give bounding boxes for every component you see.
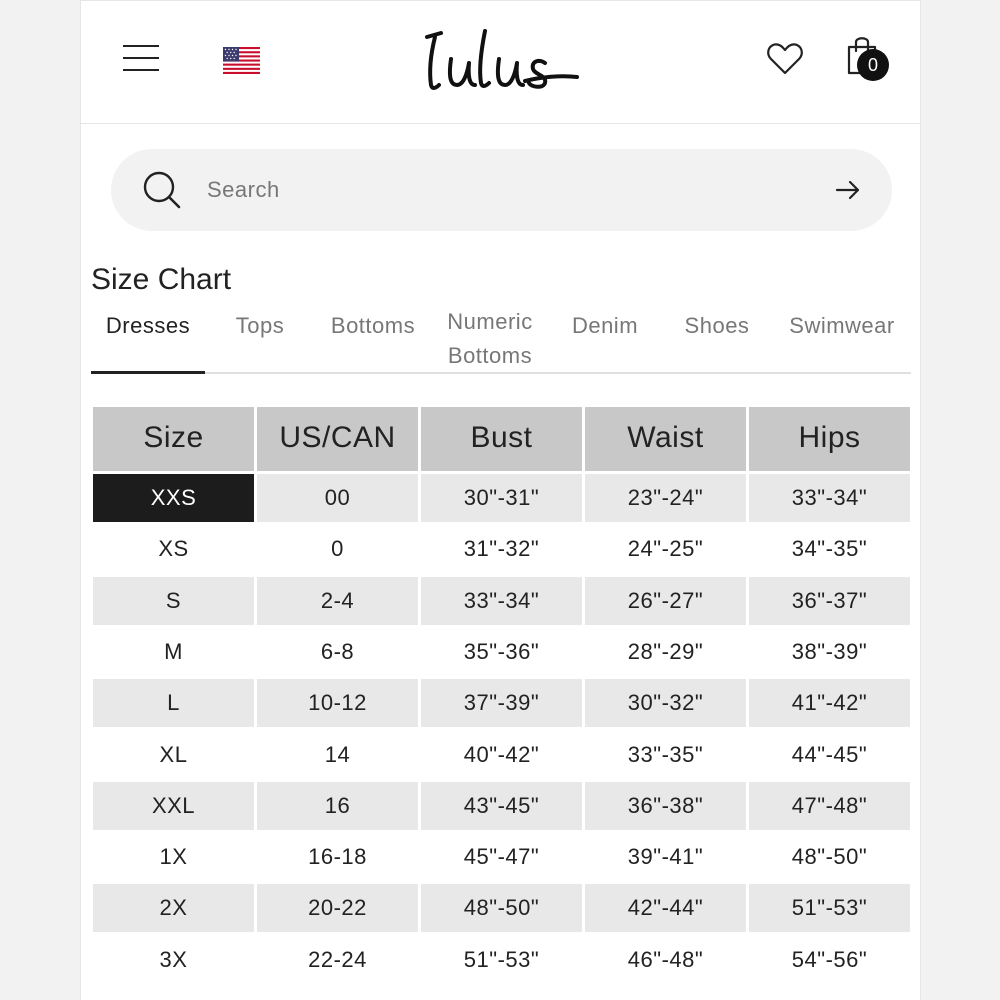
table-cell: 36"-37"	[749, 577, 910, 625]
tab-dresses[interactable]: Dresses	[105, 313, 191, 338]
table-cell: 34"-35"	[791, 536, 868, 562]
table-cell: 31"-32"	[463, 536, 540, 562]
table-cell: 46"-48"	[627, 946, 704, 972]
arrow-right-icon[interactable]	[833, 175, 863, 205]
page	[80, 0, 921, 1000]
column-header: Size	[93, 407, 254, 471]
table-row	[93, 525, 910, 573]
site-header	[81, 1, 920, 124]
table-cell: 6-8	[320, 638, 355, 664]
table-cell: 37"-39"	[421, 679, 582, 727]
table-cell: 47"-48"	[749, 782, 910, 830]
table-cell: 20-22	[257, 884, 418, 932]
table-cell: 0	[331, 536, 344, 562]
tab-numeric-bottoms[interactable]: Numeric Bottoms	[447, 309, 533, 368]
size-chart-tabs	[91, 301, 911, 375]
table-cell: 16	[257, 782, 418, 830]
table-cell: 16-18	[308, 844, 367, 870]
table-cell: 41"-42"	[749, 679, 910, 727]
size-label-cell: 1X	[159, 844, 188, 870]
table-cell: 43"-45"	[421, 782, 582, 830]
table-cell: 23"-24"	[585, 474, 746, 522]
size-label-cell: XXS	[93, 474, 254, 522]
table-cell: 22-24	[308, 946, 367, 972]
table-cell: 30"-31"	[421, 474, 582, 522]
size-label-cell: XS	[158, 536, 189, 562]
table-cell: 54"-56"	[791, 946, 868, 972]
table-row	[93, 884, 910, 932]
column-header: US/CAN	[257, 407, 418, 471]
table-header-row	[93, 407, 910, 471]
table-cell: 2-4	[257, 577, 418, 625]
table-row	[93, 474, 910, 522]
size-label-cell: 3X	[159, 946, 188, 972]
table-cell: 48"-50"	[791, 844, 868, 870]
table-cell: 10-12	[257, 679, 418, 727]
table-row	[93, 577, 910, 625]
table-cell: 44"-45"	[791, 741, 868, 767]
size-label-cell: 2X	[93, 884, 254, 932]
active-tab-indicator	[91, 371, 205, 374]
table-cell: 42"-44"	[585, 884, 746, 932]
tab-swimwear[interactable]: Swimwear	[789, 313, 895, 338]
tabs-divider	[91, 372, 911, 374]
table-cell: 14	[324, 741, 351, 767]
size-chart-title: Size Chart	[91, 263, 232, 296]
table-cell: 28"-29"	[627, 638, 704, 664]
tab-denim[interactable]: Denim	[571, 313, 639, 338]
heart-icon[interactable]	[765, 39, 805, 79]
table-cell: 24"-25"	[627, 536, 704, 562]
table-cell: 33"-34"	[749, 474, 910, 522]
table-row	[93, 628, 910, 676]
table-cell: 51"-53"	[463, 946, 540, 972]
table-row	[93, 731, 910, 779]
table-row	[93, 833, 910, 881]
lulus-logo[interactable]	[421, 23, 581, 103]
table-cell: 30"-32"	[585, 679, 746, 727]
table-cell: 26"-27"	[585, 577, 746, 625]
column-header: Bust	[421, 407, 582, 471]
search-input[interactable]	[207, 173, 807, 207]
search-icon	[141, 169, 183, 211]
table-cell: 48"-50"	[421, 884, 582, 932]
cart-count-badge[interactable]: 0	[857, 49, 889, 81]
table-cell: 51"-53"	[749, 884, 910, 932]
tab-tops[interactable]: Tops	[235, 313, 285, 338]
size-label-cell: L	[93, 679, 254, 727]
us-flag-icon[interactable]	[223, 47, 260, 74]
table-cell: 00	[257, 474, 418, 522]
table-cell: 35"-36"	[463, 638, 540, 664]
table-cell: 40"-42"	[463, 741, 540, 767]
tab-shoes[interactable]: Shoes	[684, 313, 750, 338]
tab-bottoms[interactable]: Bottoms	[330, 313, 416, 338]
table-row	[93, 936, 910, 984]
table-cell: 38"-39"	[791, 638, 868, 664]
search-bar	[111, 149, 892, 231]
size-label-cell: XL	[159, 741, 188, 767]
table-row	[93, 679, 910, 727]
table-cell: 33"-35"	[627, 741, 704, 767]
table-cell: 45"-47"	[463, 844, 540, 870]
column-header: Hips	[749, 407, 910, 471]
table-cell: 36"-38"	[585, 782, 746, 830]
column-header: Waist	[585, 407, 746, 471]
table-row	[93, 782, 910, 830]
hamburger-menu-icon[interactable]	[123, 43, 159, 73]
table-cell: 39"-41"	[627, 844, 704, 870]
size-label-cell: M	[164, 638, 183, 664]
table-cell: 33"-34"	[421, 577, 582, 625]
size-label-cell: S	[93, 577, 254, 625]
size-label-cell: XXL	[93, 782, 254, 830]
